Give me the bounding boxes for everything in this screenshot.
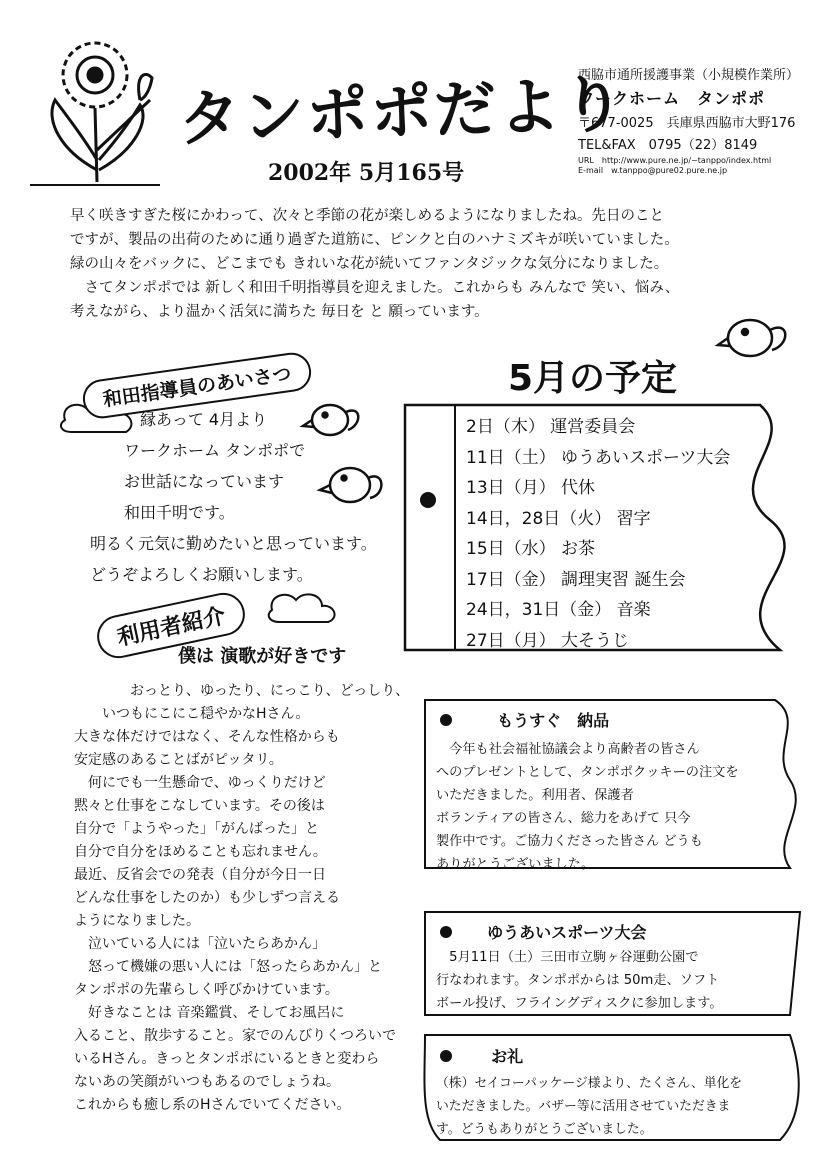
greeting-line: どうぞよろしくお願いします。	[90, 565, 313, 584]
user-intro-line: 好きなことは 音楽鑑賞、そしてお風呂に	[74, 1005, 345, 1021]
box-line: いただきました。バザー等に活用させていただきま	[436, 1099, 731, 1114]
newsletter-title: タンポポだより	[177, 67, 628, 156]
user-intro-line: 怒って機嫌の悪い人には「怒ったらあかん」と	[74, 959, 382, 975]
user-intro-line: タンポポの先輩らしく呼びかけています。	[74, 982, 339, 998]
schedule-item: 2日（木） 運営委員会	[466, 417, 636, 437]
greeting-line: お世話になっています	[108, 472, 285, 491]
schedule-item: 14日，28日（火） 習字	[466, 508, 651, 529]
user-intro-line: いるHさん。きっとタンポポにいるときと変わら	[74, 1051, 380, 1067]
greeting-line: 明るく元気に勤めたいと思っています。	[90, 534, 377, 553]
issue-number: 2002年 5月165号	[268, 160, 465, 186]
dandelion-icon	[30, 43, 160, 185]
user-intro-text	[74, 680, 409, 1117]
greeting-line: 縁あって 4月より	[108, 410, 268, 429]
user-intro-line: おっとり、ゆったり、にっこり、どっしり、	[74, 683, 410, 699]
org-description: 西脇市通所援護事業（小規模作業所）	[578, 68, 800, 83]
box-line: す。どうもありがとうございました。	[436, 1122, 653, 1137]
schedule-item: 13日（月） 代休	[466, 478, 596, 498]
box-title: ゆうあいスポーツ大会	[487, 923, 647, 942]
intro-line: 考えながら、より温かく活気に満ちた 毎日を と 願っています。	[70, 304, 489, 320]
user-intro-line: 自分で自分をほめることも忘れません。	[74, 844, 327, 860]
box-delivery	[440, 708, 609, 731]
user-intro-line: 大きな体だけではなく、そんな性格からも	[74, 729, 340, 745]
user-intro-line: これからも癒し系のHさんでいてください。	[74, 1097, 351, 1113]
box-line: 製作中です。ご協力くださった皆さん どうも	[436, 834, 703, 849]
organization-info	[578, 64, 799, 176]
org-address: 〒677-0025 兵庫県西脇市大野176	[578, 116, 796, 131]
user-intro-heading: 利用者紹介	[93, 589, 249, 662]
intro-line: 緑の山々をバックに、どこまでも きれいな花が続いてファンタジックな気分になりました。	[70, 256, 669, 272]
bullet-icon	[440, 714, 452, 726]
user-intro-line: 入ること、散歩すること。家でのんびりくつろいで	[74, 1028, 396, 1044]
box-line: ボール投げ、フライングディスクに参加します。	[436, 996, 723, 1011]
greeting-text	[90, 404, 377, 590]
box-sports	[440, 920, 646, 943]
box-line: ボランティアの皆さん、総力をあげて 只今	[436, 811, 691, 826]
box-line: いただきました。利用者、保護者	[436, 788, 634, 803]
box-title: お礼	[491, 1047, 524, 1066]
intro-line: さてタンポポでは 新しく和田千明指導員を迎えました。これからも みんなで 笑い、悩み、	[70, 280, 680, 296]
box-line: 今年も社会福祉協議会より高齢者の皆さん	[436, 742, 700, 757]
box-thanks-text	[436, 1072, 742, 1141]
bullet-icon	[420, 492, 436, 508]
schedule-item: 15日（水） お茶	[466, 539, 596, 559]
bullet-icon	[440, 1050, 452, 1062]
box-title: もうすぐ 納品	[497, 711, 610, 730]
intro-line: ですが、製品の出荷のために通り過ぎた道筋に、ピンクと白のハナミズキが咲いていました。	[70, 232, 679, 248]
intro-paragraph	[70, 204, 790, 324]
greeting-line: 和田千明です。	[108, 503, 235, 522]
user-intro-line: 自分で「ようやった」「がんばった」と	[74, 821, 319, 837]
box-line: 行なわれます。タンポポからは 50m走、ソフト	[436, 973, 720, 988]
schedule-item: 17日（金） 調理実習 誕生会	[466, 569, 686, 590]
schedule-list	[466, 412, 730, 656]
bullet-icon	[440, 926, 452, 938]
schedule-item: 27日（月） 大そうじ	[466, 630, 630, 651]
box-delivery-text	[436, 738, 739, 876]
org-url[interactable]: URL http://www.pure.ne.jp/~tanppo/index.html	[578, 156, 772, 165]
schedule-item: 24日，31日（金） 音楽	[466, 600, 651, 620]
user-intro-line: 安定感のあることばがピッタリ。	[74, 752, 283, 768]
box-line: 5月11日（土）三田市立駒ヶ谷運動公園で	[436, 950, 699, 965]
box-thanks	[440, 1044, 523, 1067]
box-line: （株）セイコーパッケージ様より、たくさん、単化を	[436, 1076, 743, 1091]
schedule-item: 11日（土） ゆうあいスポーツ大会	[466, 447, 731, 468]
cloud-icon	[269, 594, 335, 622]
greeting-heading: 和田指導員のあいさつ	[80, 350, 313, 421]
greeting-line: ワークホーム タンポポで	[108, 441, 306, 460]
user-intro-line: ようになりました。	[74, 913, 200, 929]
user-intro-line: 黙々と仕事をこなしています。その後は	[74, 798, 325, 814]
user-intro-line: 泣いている人には「泣いたらあかん」	[74, 936, 326, 952]
box-sports-text	[436, 946, 723, 1015]
org-email[interactable]: E-mail w.tanppo@pure02.pure.ne.jp	[578, 166, 728, 175]
org-phone: TEL&FAX 0795（22）8149	[578, 138, 758, 153]
box-line: へのプレゼントとして、タンポポクッキーの注文を	[436, 765, 739, 780]
org-name: ワークホーム タンポポ	[578, 89, 766, 108]
intro-line: 早く咲きすぎた桜にかわって、次々と季節の花が楽しめるようになりましたね。先日のこと	[70, 208, 665, 224]
box-line: ありがとうございました。	[436, 857, 595, 872]
user-intro-line: どんな仕事をしたのか）も少しずつ言える	[74, 890, 340, 906]
user-intro-line: いつもにこにこ穏やかなHさん。	[74, 706, 310, 722]
schedule-title: 5月の予定	[508, 358, 678, 399]
user-intro-line: 何にでも一生懸命で、ゆっくりだけど	[74, 775, 326, 791]
user-intro-subheading: 僕は 演歌が好きです	[178, 646, 347, 667]
user-intro-line: ないあの笑顔がいつもあるのでしょうね。	[74, 1074, 340, 1090]
bird-icon	[718, 320, 785, 356]
user-intro-line: 最近、反省会での発表（自分が今日一日	[74, 867, 326, 883]
